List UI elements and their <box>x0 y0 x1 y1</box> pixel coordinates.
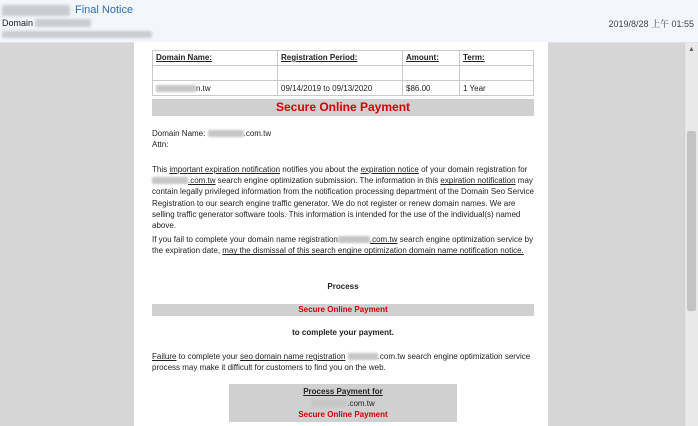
mail-header <box>0 0 698 43</box>
process-payment-box[interactable] <box>229 384 457 422</box>
redacted-domain <box>208 130 244 137</box>
redacted-domain <box>156 85 196 92</box>
process-payment-link[interactable]: Process Payment for <box>303 387 383 396</box>
attn-label: Attn: <box>152 140 169 150</box>
domain-link[interactable]: .com.tw <box>152 176 216 185</box>
col-term: Term: <box>460 51 534 66</box>
email-body <box>134 42 548 426</box>
mail-date: 2019/8/28 上午 01:55 <box>608 19 694 29</box>
col-registration-period: Registration Period: <box>278 51 403 66</box>
table-row <box>153 81 534 96</box>
domain-table <box>152 50 534 96</box>
cell-term: 1 Year <box>460 81 534 96</box>
redacted-domain <box>348 353 378 360</box>
vertical-scrollbar[interactable] <box>684 43 698 426</box>
dismissal-link[interactable]: may the dismissal of this search engine optimization domain name notification notice. <box>222 246 524 256</box>
sender-name[interactable]: Domain <box>2 18 34 28</box>
domain-name-label: Domain Name: <box>152 129 206 138</box>
col-domain-name: Domain Name: <box>153 51 278 66</box>
notice-paragraph: This important expiration notification notifies you about the expiration notice of your domain registration for.com.tw search engine optimization submission. The information in this expiration notification may contain legally privileged information from the notification processing department of the Domain Seo Service Registration to our search engine traffic generator. We do not register or renew domain names. We are selling traffic generator software tools. This information is intended for the use of the individual(s) named above. <box>152 165 534 231</box>
redacted-recipients <box>2 31 152 38</box>
cell-period: 09/14/2019 to 09/13/2020 <box>278 81 403 96</box>
payment-domain: .com.tw <box>229 398 457 410</box>
greeting: Domain Name: .com.tw Attn: <box>152 129 272 150</box>
warning-paragraph: If you fail to complete your domain name registration .com.tw search engine optimization service by the expiration date, may the dismissal of this search engine optimization domain name notification notice. <box>152 235 534 256</box>
scroll-up-icon[interactable]: ▲ <box>688 46 695 53</box>
failure-link[interactable]: Failure <box>152 352 177 361</box>
scroll-thumb[interactable] <box>687 131 696 311</box>
redacted-subject-prefix <box>2 5 70 16</box>
process-label: Process <box>327 282 359 291</box>
from-row <box>2 17 91 29</box>
expiration-notice-link[interactable]: expiration notice <box>360 165 419 174</box>
failure-paragraph: Failure to complete your seo domain name registration .com.tw search engine optimization service process may make it difficult for customers to find you on the web. <box>152 352 531 373</box>
domain-link[interactable]: .com.tw <box>338 235 398 244</box>
important-notification-link[interactable]: important expiration notification <box>169 165 281 174</box>
complete-payment-text: to complete your payment. <box>292 328 394 337</box>
expiration-notification-link[interactable]: expiration notification <box>440 176 516 186</box>
payment-secure-link[interactable]: Secure Online Payment <box>298 410 388 419</box>
secure-payment-banner: Secure Online Payment <box>152 99 534 116</box>
col-amount: Amount: <box>403 51 460 66</box>
subject-row <box>2 3 133 17</box>
cell-amount: $86.00 <box>403 81 460 96</box>
secure-payment-link[interactable]: Secure Online Payment <box>152 304 534 316</box>
mail-subject[interactable]: Final Notice <box>75 4 134 16</box>
seo-registration-link[interactable]: seo domain name registration <box>240 352 346 361</box>
redacted-sender-address <box>35 19 91 27</box>
cell-domain: n.tw <box>153 81 278 96</box>
